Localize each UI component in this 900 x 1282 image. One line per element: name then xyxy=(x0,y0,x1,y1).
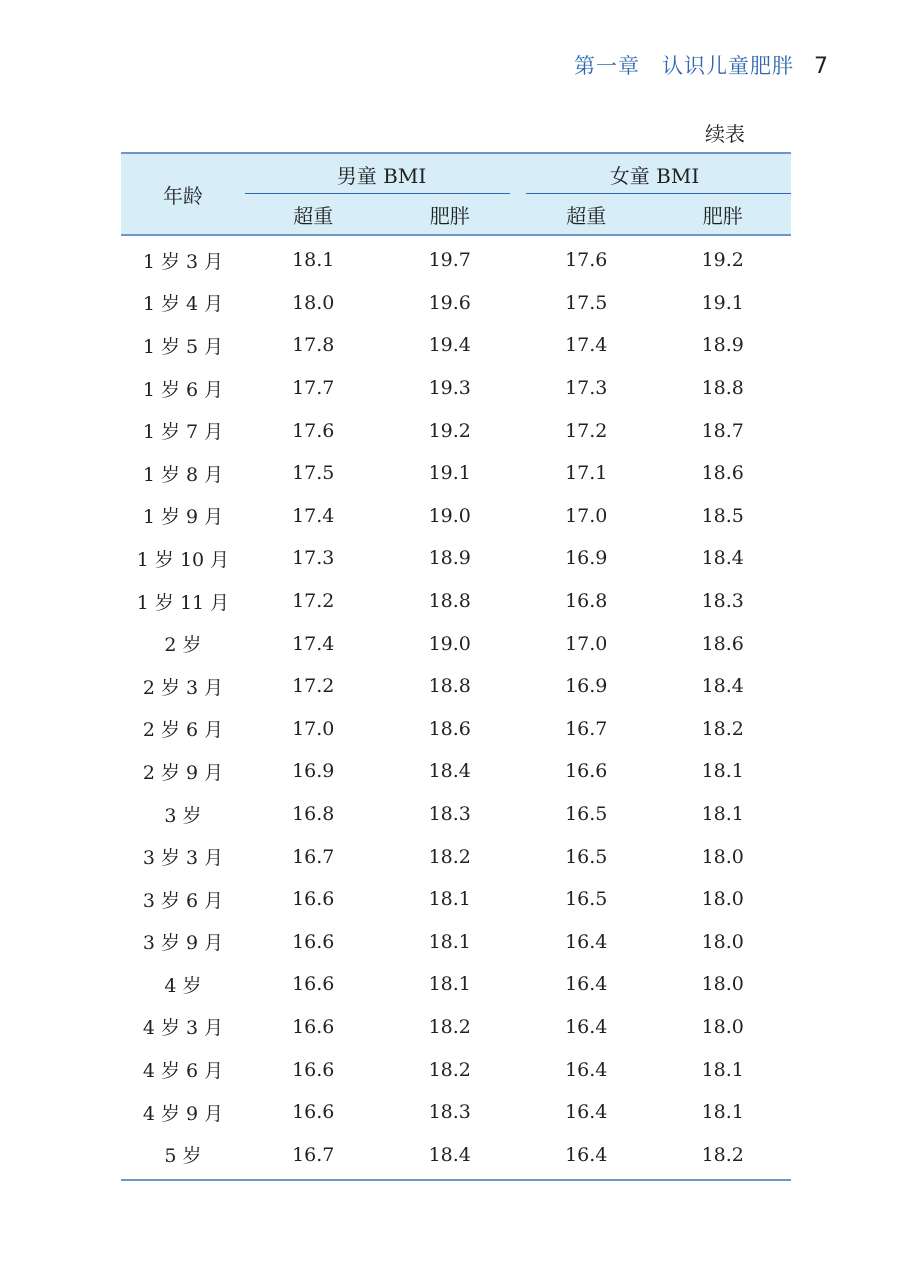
age-cell: 4 岁 9 月 xyxy=(142,1102,224,1125)
girls-group-underline xyxy=(526,193,791,194)
boys-overweight-cell: 17.5 xyxy=(292,462,335,485)
age-column-header: 年龄 xyxy=(121,153,245,235)
boys-overweight-cell: 16.6 xyxy=(292,1015,335,1038)
table-row xyxy=(121,495,791,538)
girls-bmi-label: 女童 BMI xyxy=(609,163,700,188)
boys-obese-cell: 19.6 xyxy=(428,291,471,314)
table-row xyxy=(121,409,791,452)
table-row xyxy=(121,537,791,580)
boys-overweight-cell: 16.6 xyxy=(292,1101,335,1124)
age-cell: 1 岁 6 月 xyxy=(142,378,224,401)
girls-obese-cell: 18.1 xyxy=(701,803,744,826)
table-row xyxy=(121,963,791,1006)
girls-overweight-cell: 17.3 xyxy=(565,377,608,400)
girls-obese-cell: 18.1 xyxy=(701,1058,744,1081)
boys-obese-cell: 19.3 xyxy=(428,377,471,400)
boys-obese-cell: 18.2 xyxy=(428,1058,471,1081)
boys-overweight-cell: 16.7 xyxy=(245,1133,382,1180)
boys-obese-cell: 19.4 xyxy=(428,334,471,357)
boys-obese-cell: 18.6 xyxy=(428,717,471,740)
girls-obese-cell: 18.1 xyxy=(701,1101,744,1124)
table-body xyxy=(121,235,791,1180)
boys-obese-cell: 18.9 xyxy=(428,547,471,570)
girls-overweight-cell: 17.5 xyxy=(565,291,608,314)
age-cell: 4 岁 6 月 xyxy=(142,1060,224,1083)
boys-overweight-cell: 17.2 xyxy=(292,590,335,613)
boys-overweight-cell: 16.6 xyxy=(292,888,335,911)
table-row xyxy=(121,1006,791,1049)
age-cell: 1 岁 9 月 xyxy=(142,506,224,529)
age-cell: 2 岁 6 月 xyxy=(142,719,224,742)
running-head xyxy=(574,50,828,80)
boys-obese-cell: 19.7 xyxy=(428,249,471,272)
girls-overweight-cell: 16.5 xyxy=(565,888,608,911)
boys-obese-cell: 19.2 xyxy=(428,419,471,442)
table-row xyxy=(121,1133,791,1180)
boys-overweight-cell: 16.6 xyxy=(292,973,335,996)
girls-overweight-cell: 16.7 xyxy=(565,717,608,740)
girls-overweight-cell: 16.4 xyxy=(565,973,608,996)
boys-obese-cell: 18.8 xyxy=(428,675,471,698)
table-row xyxy=(121,878,791,921)
girls-overweight-cell: 17.0 xyxy=(565,504,608,527)
age-cell: 1 岁 3 月 xyxy=(142,250,224,273)
boys-overweight-cell: 17.4 xyxy=(292,504,335,527)
girls-obese-cell: 18.1 xyxy=(701,760,744,783)
boys-obese-cell: 19.0 xyxy=(428,632,471,655)
table-row xyxy=(121,282,791,325)
table-row xyxy=(121,452,791,495)
boys-obese-cell: 18.2 xyxy=(428,1015,471,1038)
girls-overweight-cell: 17.4 xyxy=(565,334,608,357)
girls-obese-cell: 18.0 xyxy=(701,930,744,953)
girls-overweight-cell: 17.6 xyxy=(565,249,608,272)
girls-overweight-cell: 17.1 xyxy=(565,462,608,485)
girls-obese-cell: 18.5 xyxy=(701,504,744,527)
girls-obese-cell: 18.6 xyxy=(701,632,744,655)
girls-overweight-cell: 16.4 xyxy=(565,930,608,953)
age-cell: 1 岁 7 月 xyxy=(142,421,224,444)
girls-obese-cell: 19.1 xyxy=(701,291,744,314)
girls-obese-cell: 18.2 xyxy=(701,717,744,740)
age-cell: 4 岁 3 月 xyxy=(142,1017,224,1040)
age-cell: 3 岁 3 月 xyxy=(142,847,224,870)
girls-obese-cell: 18.4 xyxy=(701,547,744,570)
table-header xyxy=(121,153,791,235)
boys-obese-header: 肥胖 xyxy=(382,194,519,235)
girls-obese-cell: 18.9 xyxy=(701,334,744,357)
table-row xyxy=(121,665,791,708)
boys-overweight-cell: 17.8 xyxy=(292,334,335,357)
boys-overweight-cell: 16.7 xyxy=(292,845,335,868)
page-number: 7 xyxy=(814,54,828,79)
boys-obese-cell: 18.1 xyxy=(428,973,471,996)
table-row xyxy=(121,921,791,964)
age-cell: 4 岁 xyxy=(164,974,202,997)
girls-obese-cell: 19.2 xyxy=(701,249,744,272)
girls-obese-cell: 18.0 xyxy=(701,973,744,996)
girls-overweight-cell: 16.6 xyxy=(565,760,608,783)
boys-obese-cell: 18.2 xyxy=(428,845,471,868)
girls-overweight-cell: 16.5 xyxy=(565,803,608,826)
boys-overweight-cell: 17.6 xyxy=(292,419,335,442)
girls-obese-cell: 18.0 xyxy=(701,845,744,868)
girls-overweight-cell: 17.0 xyxy=(565,632,608,655)
boys-overweight-cell: 17.3 xyxy=(292,547,335,570)
boys-overweight-cell: 16.9 xyxy=(292,760,335,783)
boys-obese-cell: 18.4 xyxy=(428,760,471,783)
age-cell: 1 岁 5 月 xyxy=(142,335,224,358)
table-row xyxy=(121,367,791,410)
boys-overweight-cell: 16.6 xyxy=(292,930,335,953)
table-row xyxy=(121,793,791,836)
boys-overweight-cell: 17.7 xyxy=(292,377,335,400)
boys-obese-cell: 18.1 xyxy=(428,930,471,953)
table-row xyxy=(121,835,791,878)
boys-obese-cell: 19.0 xyxy=(428,504,471,527)
boys-overweight-cell: 18.1 xyxy=(292,249,335,272)
girls-overweight-cell: 16.4 xyxy=(565,1015,608,1038)
table-row xyxy=(121,750,791,793)
girls-obese-cell: 18.3 xyxy=(701,590,744,613)
boys-obese-cell: 18.1 xyxy=(428,888,471,911)
table-row xyxy=(121,324,791,367)
girls-obese-cell: 18.6 xyxy=(701,462,744,485)
girls-bmi-header xyxy=(518,153,791,194)
age-cell: 2 岁 xyxy=(164,634,202,657)
girls-overweight-cell: 16.9 xyxy=(565,675,608,698)
age-cell: 3 岁 xyxy=(164,804,202,827)
boys-obese-cell: 19.1 xyxy=(428,462,471,485)
girls-obese-header: 肥胖 xyxy=(655,194,792,235)
age-cell: 2 岁 9 月 xyxy=(142,761,224,784)
girls-overweight-cell: 16.9 xyxy=(565,547,608,570)
age-cell: 1 岁 10 月 xyxy=(136,548,230,571)
age-cell: 2 岁 3 月 xyxy=(142,676,224,699)
bmi-table xyxy=(121,152,791,1181)
girls-obese-cell: 18.7 xyxy=(701,419,744,442)
boys-overweight-cell: 16.6 xyxy=(292,1058,335,1081)
girls-overweight-cell: 16.4 xyxy=(518,1133,655,1180)
girls-overweight-cell: 16.5 xyxy=(565,845,608,868)
boys-bmi-header xyxy=(245,153,518,194)
age-cell: 3 岁 9 月 xyxy=(142,932,224,955)
age-cell: 1 岁 4 月 xyxy=(142,293,224,316)
boys-overweight-cell: 16.8 xyxy=(292,803,335,826)
boys-bmi-label: 男童 BMI xyxy=(336,163,427,188)
girls-obese-cell: 18.4 xyxy=(701,675,744,698)
boys-overweight-cell: 17.4 xyxy=(292,632,335,655)
table-row xyxy=(121,1048,791,1091)
age-cell: 1 岁 8 月 xyxy=(142,463,224,486)
age-cell: 5 岁 xyxy=(121,1133,245,1180)
girls-overweight-header: 超重 xyxy=(518,194,655,235)
girls-overweight-cell: 16.8 xyxy=(565,590,608,613)
table-row xyxy=(121,235,791,282)
boys-obese-cell: 18.8 xyxy=(428,590,471,613)
boys-group-underline xyxy=(245,193,510,194)
boys-obese-cell: 18.4 xyxy=(382,1133,519,1180)
girls-obese-cell: 18.0 xyxy=(701,888,744,911)
girls-overweight-cell: 16.4 xyxy=(565,1101,608,1124)
girls-overweight-cell: 17.2 xyxy=(565,419,608,442)
boys-obese-cell: 18.3 xyxy=(428,1101,471,1124)
age-cell: 3 岁 6 月 xyxy=(142,889,224,912)
girls-obese-cell: 18.8 xyxy=(701,377,744,400)
boys-overweight-cell: 17.2 xyxy=(292,675,335,698)
girls-obese-cell: 18.0 xyxy=(701,1015,744,1038)
boys-overweight-cell: 18.0 xyxy=(292,291,335,314)
girls-obese-cell: 18.2 xyxy=(655,1133,792,1180)
chapter-title: 第一章 认识儿童肥胖 xyxy=(574,54,794,78)
boys-overweight-cell: 17.0 xyxy=(292,717,335,740)
table-row xyxy=(121,622,791,665)
table-row xyxy=(121,708,791,751)
boys-obese-cell: 18.3 xyxy=(428,803,471,826)
girls-overweight-cell: 16.4 xyxy=(565,1058,608,1081)
table-row xyxy=(121,1091,791,1134)
boys-overweight-header: 超重 xyxy=(245,194,382,235)
continued-label: 续表 xyxy=(705,122,745,146)
table-row xyxy=(121,580,791,623)
age-cell: 1 岁 11 月 xyxy=(136,591,230,614)
